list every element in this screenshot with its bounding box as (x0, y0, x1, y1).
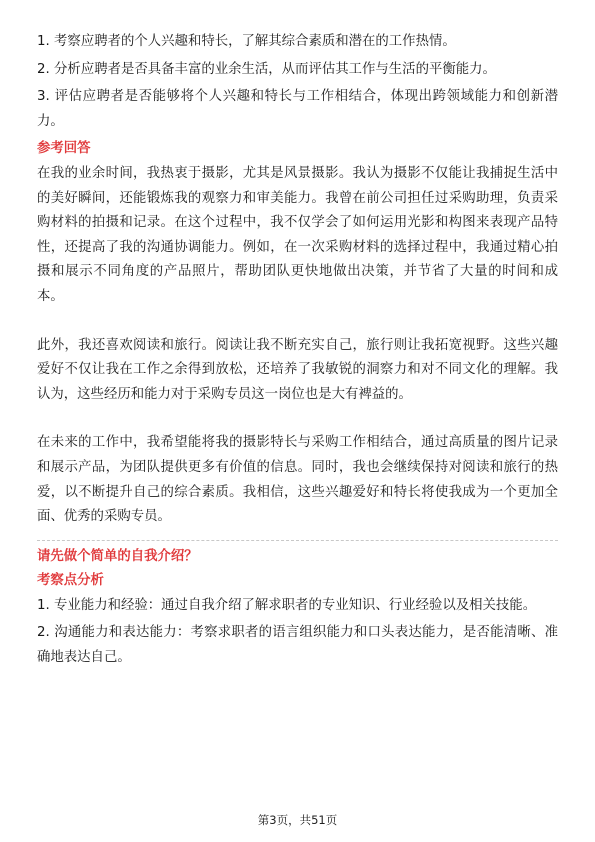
section-divider (37, 540, 558, 541)
answer-paragraph-2: 此外，我还喜欢阅读和旅行。阅读让我不断充实自己，旅行则让我拓宽视野。这些兴趣爱好不仅让我在工作之余得到放松，还培养了我敏锐的洞察力和对不同文化的理解。我认为，这些经历和能力对于采购专员这一岗位也是大有裨益的。 (37, 337, 558, 402)
analysis-heading: 考察点分析 (37, 573, 104, 589)
page-number: 第3页，共51页 (257, 813, 338, 827)
page-content (37, 30, 558, 671)
criteria-item-2: 2. 分析应聘者是否具备丰富的业余生活，从而评估其工作与生活的平衡能力。 (37, 61, 496, 77)
analysis-item-2: 2. 沟通能力和表达能力：考察求职者的语言组织能力和口头表达能力，是否能清晰、准确地表达自己。 (37, 625, 558, 666)
answer-paragraph-1: 在我的业余时间，我热衷于摄影，尤其是风景摄影。我认为摄影不仅能让我捕捉生活中的美好瞬间，还能锻炼我的观察力和审美能力。我曾在前公司担任过采购助理，负责采购材料的拍摄和记录。在这个过程中，我不仅学会了如何运用光影和构图来表现产品特性，还提高了我的沟通协调能力。例如，在一次采购材料的选择过程中，我通过精心拍摄和展示不同角度的产品照片，帮助团队更快地做出决策，并节省了大量的时间和成本。 (37, 165, 558, 304)
question-heading: 请先做个简单的自我介绍？ (37, 548, 198, 564)
answer-paragraph-3: 在未来的工作中，我希望能将我的摄影特长与采购工作相结合，通过高质量的图片记录和展示产品，为团队提供更多有价值的信息。同时，我也会继续保持对阅读和旅行的热爱，以不断提升自己的综合素质。我相信，这些兴趣爱好和特长将使我成为一个更加全面、优秀的采购专员。 (37, 435, 558, 525)
criteria-item-3: 3. 评估应聘者是否能够将个人兴趣和特长与工作相结合，体现出跨领域能力和创新潜力。 (37, 89, 558, 129)
answer-heading: 参考回答 (37, 141, 91, 157)
criteria-item-1: 1. 考察应聘者的个人兴趣和特长，了解其综合素质和潜在的工作热情。 (37, 34, 456, 49)
analysis-item-1: 1. 专业能力和经验：通过自我介绍了解求职者的专业知识、行业经验以及相关技能。 (37, 597, 537, 613)
